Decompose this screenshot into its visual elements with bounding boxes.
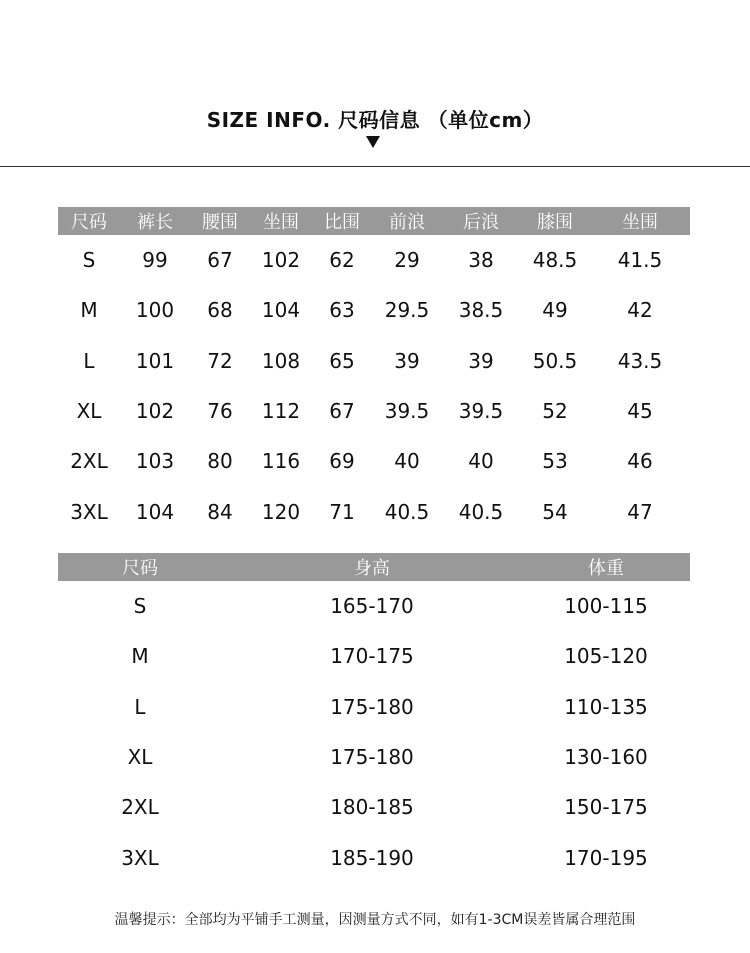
table-row	[58, 486, 690, 536]
table-row	[58, 732, 690, 782]
value-cell: 71	[329, 499, 355, 524]
header-knee: 膝围	[520, 207, 590, 235]
value-cell: 50.5	[532, 348, 578, 373]
value-cell: 63	[329, 298, 355, 323]
value-cell: 105-120	[564, 644, 648, 669]
header-hip-2: 坐围	[590, 207, 690, 235]
table-row	[58, 581, 690, 631]
table-row	[58, 336, 690, 386]
value-cell: 43.5	[617, 348, 663, 373]
value-cell: 110-135	[564, 694, 648, 719]
value-cell: 100	[135, 298, 175, 323]
value-cell: 38.5	[458, 298, 504, 323]
value-cell: 39	[394, 348, 420, 373]
header-front-rise: 前浪	[372, 207, 442, 235]
header-size: 尺码	[58, 207, 120, 235]
table-row	[58, 631, 690, 681]
size-cell: M	[131, 644, 149, 669]
size-cell: XL	[76, 399, 102, 424]
table-row	[58, 682, 690, 732]
header-thigh: 比围	[312, 207, 372, 235]
title-divider	[0, 166, 750, 167]
value-cell: 40.5	[384, 499, 430, 524]
table-row	[58, 386, 690, 436]
table-row	[58, 235, 690, 285]
value-cell: 39.5	[384, 399, 430, 424]
value-cell: 102	[261, 248, 301, 273]
size-cell: M	[80, 298, 98, 323]
size-cell: 2XL	[70, 449, 108, 474]
value-cell: 76	[207, 399, 233, 424]
table-row	[58, 832, 690, 882]
table-row	[58, 285, 690, 335]
header-hip: 坐围	[250, 207, 312, 235]
header-waist: 腰围	[190, 207, 250, 235]
value-cell: 170-195	[564, 845, 648, 870]
table-row	[58, 436, 690, 486]
size-cell: L	[134, 694, 146, 719]
header-pants-length: 裤长	[120, 207, 190, 235]
size-cell: 3XL	[70, 499, 108, 524]
value-cell: 47	[627, 499, 653, 524]
value-cell: 69	[329, 449, 355, 474]
header-weight: 体重	[522, 553, 690, 581]
value-cell: 72	[207, 348, 233, 373]
value-cell: 39	[468, 348, 494, 373]
value-cell: 40	[394, 449, 420, 474]
size-cell: 3XL	[121, 845, 159, 870]
value-cell: 101	[135, 348, 175, 373]
value-cell: 29	[394, 248, 420, 273]
value-cell: 49	[542, 298, 568, 323]
value-cell: 130-160	[564, 745, 648, 770]
value-cell: 84	[207, 499, 233, 524]
value-cell: 39.5	[458, 399, 504, 424]
value-cell: 48.5	[532, 248, 578, 273]
value-cell: 41.5	[617, 248, 663, 273]
header-size: 尺码	[58, 553, 222, 581]
header-back-rise: 后浪	[442, 207, 520, 235]
value-cell: 67	[329, 399, 355, 424]
header-height: 身高	[222, 553, 522, 581]
value-cell: 100-115	[564, 594, 648, 619]
value-cell: 40	[468, 449, 494, 474]
value-cell: 175-180	[330, 745, 414, 770]
value-cell: 38	[468, 248, 494, 273]
value-cell: 175-180	[330, 694, 414, 719]
size-cell: S	[82, 248, 96, 273]
value-cell: 165-170	[330, 594, 414, 619]
value-cell: 102	[135, 399, 175, 424]
size-measurement-table	[58, 207, 690, 537]
value-cell: 29.5	[384, 298, 430, 323]
value-cell: 112	[261, 399, 301, 424]
value-cell: 40.5	[458, 499, 504, 524]
value-cell: 116	[261, 449, 301, 474]
value-cell: 185-190	[330, 845, 414, 870]
size-cell: 2XL	[121, 795, 159, 820]
value-cell: 62	[329, 248, 355, 273]
value-cell: 180-185	[330, 795, 414, 820]
size-cell: S	[133, 594, 147, 619]
value-cell: 108	[261, 348, 301, 373]
value-cell: 68	[207, 298, 233, 323]
size-recommendation-table	[58, 553, 690, 883]
table-header-row	[58, 207, 690, 235]
size-cell: L	[83, 348, 95, 373]
value-cell: 42	[627, 298, 653, 323]
value-cell: 54	[542, 499, 568, 524]
value-cell: 46	[627, 449, 653, 474]
value-cell: 104	[261, 298, 301, 323]
table-row	[58, 782, 690, 832]
value-cell: 80	[207, 449, 233, 474]
value-cell: 67	[207, 248, 233, 273]
value-cell: 52	[542, 399, 568, 424]
measurement-note: 温馨提示：全部均为平铺手工测量，因测量方式不同，如有1-3CM误差皆属合理范围	[114, 912, 636, 928]
value-cell: 53	[542, 449, 568, 474]
value-cell: 120	[261, 499, 301, 524]
table-header-row	[58, 553, 690, 581]
size-cell: XL	[127, 745, 153, 770]
value-cell: 150-175	[564, 795, 648, 820]
value-cell: 104	[135, 499, 175, 524]
value-cell: 65	[329, 348, 355, 373]
down-arrow-icon	[366, 136, 380, 148]
value-cell: 99	[142, 248, 168, 273]
page-title: SIZE INFO. 尺码信息 （单位cm）	[206, 108, 544, 132]
value-cell: 170-175	[330, 644, 414, 669]
value-cell: 45	[627, 399, 653, 424]
value-cell: 103	[135, 449, 175, 474]
